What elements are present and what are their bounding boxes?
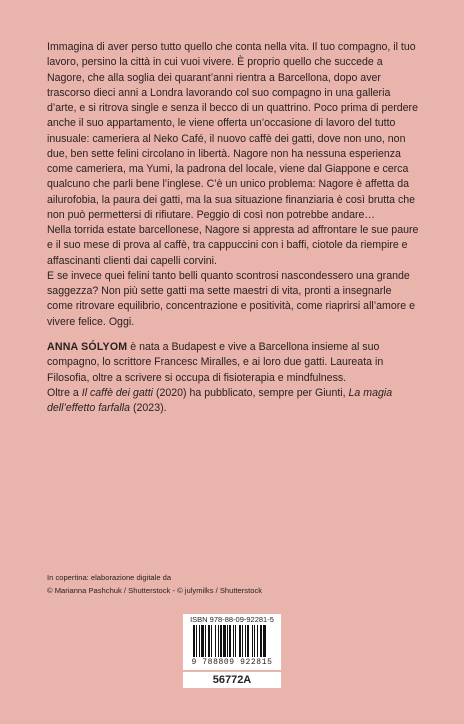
barcode-bar bbox=[252, 625, 253, 657]
cover-credits bbox=[47, 571, 427, 597]
barcode-bar bbox=[239, 625, 241, 657]
barcode-bar bbox=[263, 625, 266, 657]
product-code: 56772A bbox=[183, 672, 281, 688]
author-books-text: Oltre a bbox=[47, 386, 82, 399]
synopsis-paragraph: E se invece quei felini tanto belli quanto scontrosi nascondessero una grande saggezza? Non più sette gatti ma sette maestri di vita, pronti a insegnarle come ritrovare equilibrio, concentrazione e positività, come riaprirsi all’amore e vivere felice. Oggi. bbox=[47, 269, 415, 328]
book-title: La magia dell’effetto farfalla bbox=[47, 386, 393, 414]
barcode-bar bbox=[199, 625, 200, 657]
barcode-bar bbox=[245, 625, 246, 657]
barcode-bar bbox=[211, 625, 212, 657]
barcode-bar bbox=[208, 625, 210, 657]
barcode-bar bbox=[193, 625, 195, 657]
barcode-bar bbox=[260, 625, 262, 657]
barcode-bar bbox=[215, 625, 216, 657]
book-title: Il caffè dei gatti bbox=[81, 386, 154, 399]
barcode-digits: 9 788809 922815 bbox=[191, 658, 273, 667]
barcode-bar bbox=[235, 625, 236, 657]
barcode-bar bbox=[233, 625, 234, 657]
barcode-bar bbox=[223, 625, 226, 657]
author-bio-paragraph bbox=[47, 340, 419, 386]
author-name: ANNA SÓLYOM bbox=[47, 341, 128, 353]
barcode bbox=[183, 614, 281, 670]
isbn-label: ISBN 978-88-09-92281-5 bbox=[190, 615, 274, 624]
author-bio bbox=[47, 340, 419, 416]
synopsis-paragraph: Immagina di aver perso tutto quello che conta nella vita. Il tuo compagno, il tuo lavoro, persino la città in cui vuoi vivere. È proprio quello che succede a Nagore, che alla soglia dei quarant’anni rientra a Barcellona, dopo aver trascorso dieci anni a Londra lavorando col suo compagno in una galleria d’arte, e si ritrova single e senza il becco di un quattrino. Poco prima di perdere anche il suo appartamento, le viene offerta un’occasione di lavoro del tutto inusuale: cameriera al Neko Café, il nuovo caffè dei gatti, dove non uno, non due, ben sette felini circolano in libertà. Nagore non ha nessuna esperienza come cameriera, ma Yumi, la padrona del locale, viene dal Giappone e cerca qualcuno che parli bene l’inglese. C’è un unico problema: Nagore è affetta da ailurofobia, la paura dei gatti, ma la sua situazione finanziaria è così brutta che non può permettersi di rifiutare. Peggio di così non potrebbe andare… bbox=[47, 41, 418, 221]
synopsis-paragraph: Nella torrida estate barcellonese, Nagore si appresta ad affrontare le sue paure e il suo mese di prova al caffè, tra cappuccini con i baffi, ciotole da riempire e affascinanti clienti dai capelli corvini. bbox=[47, 224, 419, 267]
author-bio-text: è nata a Budapest e vive a Barcellona insieme al suo compagno, lo scrittore Francesc Miralles, e ai loro due gatti. Laureata in Filosofia, oltre a scrivere si occupa di fisioterapia e mindfulness. bbox=[47, 341, 384, 384]
barcode-bar bbox=[201, 625, 204, 657]
barcode-bar bbox=[257, 625, 258, 657]
author-books-text: (2020) ha pubblicato, sempre per Giunti, bbox=[153, 386, 349, 399]
credits-line: © Marianna Pashchuk / Shutterstock - © julymilks / Shutterstock bbox=[47, 586, 263, 595]
barcode-bar bbox=[254, 625, 255, 657]
author-books-text: (2023). bbox=[130, 402, 167, 414]
barcode-bar bbox=[220, 625, 222, 657]
author-books-paragraph bbox=[47, 386, 419, 417]
barcode-bar bbox=[247, 625, 249, 657]
barcode-bar bbox=[242, 625, 243, 657]
synopsis bbox=[47, 40, 419, 330]
barcode-bar bbox=[218, 625, 219, 657]
barcode-bar bbox=[227, 625, 228, 657]
barcode-bar bbox=[229, 625, 231, 657]
credits-line: In copertina: elaborazione digitale da bbox=[47, 573, 172, 582]
barcode-bars-icon bbox=[193, 625, 271, 657]
barcode-bar bbox=[205, 625, 206, 657]
barcode-bar bbox=[196, 625, 197, 657]
